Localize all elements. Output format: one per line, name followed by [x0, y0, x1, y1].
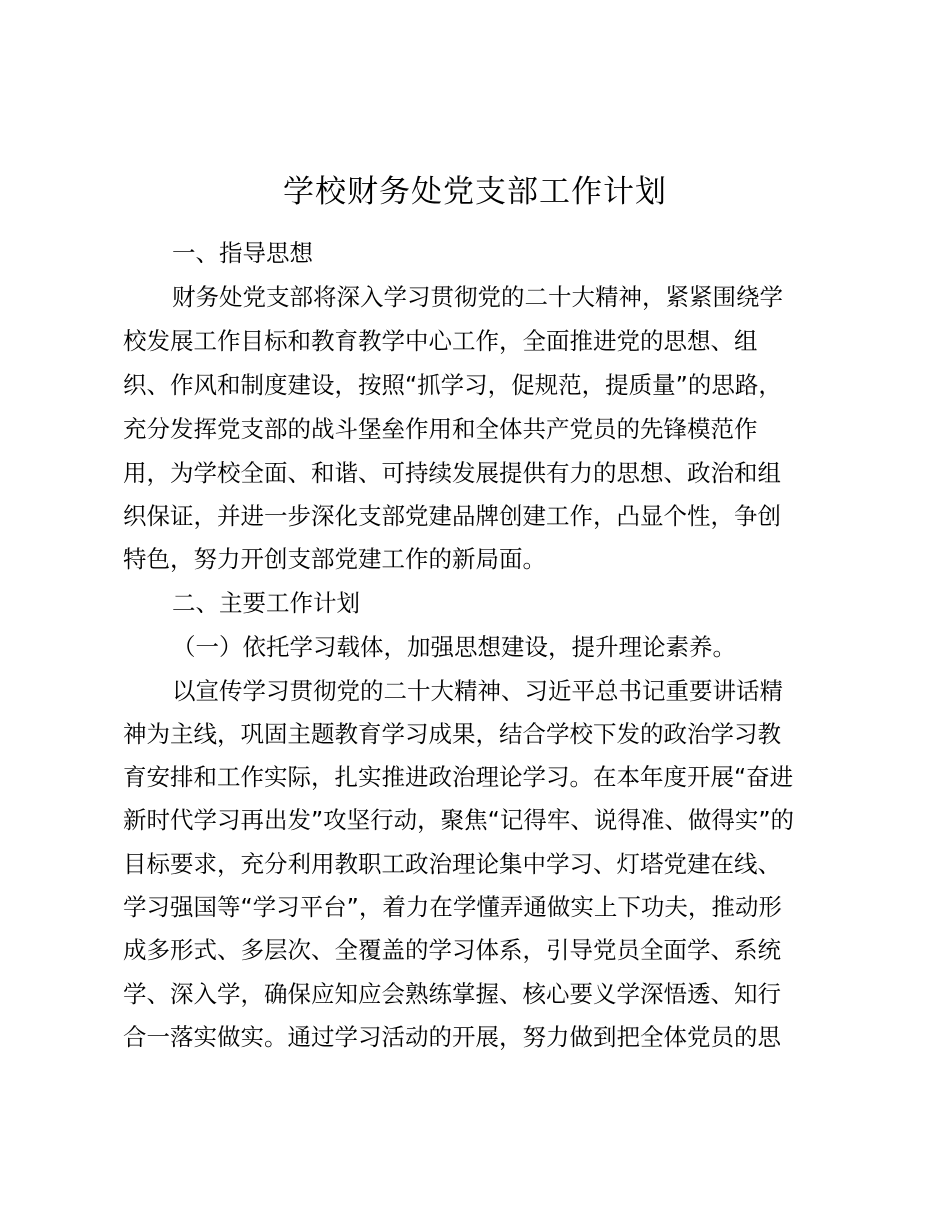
paragraph-line: 财务处党支部将深入学习贯彻党的二十大精神，紧紧围绕学 — [172, 283, 783, 311]
paragraph-line: 学习强国等“学习平台”，着力在学懂弄通做实上下功夫，推动形 — [123, 893, 782, 921]
paragraph-line: 目标要求，充分利用教职工政治理论集中学习、灯塔党建在线、 — [123, 850, 781, 878]
paragraph-line: 成多形式、多层次、全覆盖的学习体系，引导党员全面学、系统 — [123, 936, 781, 964]
section-heading-guiding-ideology: 一、指导思想 — [172, 239, 313, 267]
paragraph-line: 新时代学习再出发”攻坚行动，聚焦“记得牢、说得准、做得实”的 — [123, 806, 795, 834]
paragraph-line: 学、深入学，确保应知应会熟练掌握、核心要义学深悟透、知行 — [123, 980, 781, 1008]
subsection-heading: （一）依托学习载体，加强思想建设，提升理论素养。 — [172, 633, 736, 661]
paragraph-line: 以宣传学习贯彻党的二十大精神、习近平总书记重要讲话精 — [172, 677, 783, 705]
paragraph-line: 校发展工作目标和教育教学中心工作，全面推进党的思想、组 — [123, 327, 758, 355]
paragraph-line: 织、作风和制度建设，按照“抓学习，促规范，提质量”的思路， — [123, 371, 782, 399]
paragraph-line: 织保证，并进一步深化支部党建品牌创建工作，凸显个性，争创 — [123, 502, 781, 530]
paragraph-line: 充分发挥党支部的战斗堡垒作用和全体共产党员的先锋模范作 — [123, 415, 758, 443]
section-heading-main-plans: 二、主要工作计划 — [172, 589, 360, 617]
paragraph-line: 神为主线，巩固主题教育学习成果，结合学校下发的政治学习教 — [123, 720, 781, 748]
paragraph-line: 用，为学校全面、和谐、可持续发展提供有力的思想、政治和组 — [123, 459, 781, 487]
document-title: 学校财务处党支部工作计划 — [283, 174, 667, 210]
paragraph-line: 合一落实做实。通过学习活动的开展，努力做到把全体党员的思 — [123, 1023, 781, 1051]
paragraph-line: 育安排和工作实际，扎实推进政治理论学习。在本年度开展“奋进 — [123, 763, 794, 791]
paragraph-line: 特色，努力开创支部党建工作的新局面。 — [123, 545, 546, 573]
